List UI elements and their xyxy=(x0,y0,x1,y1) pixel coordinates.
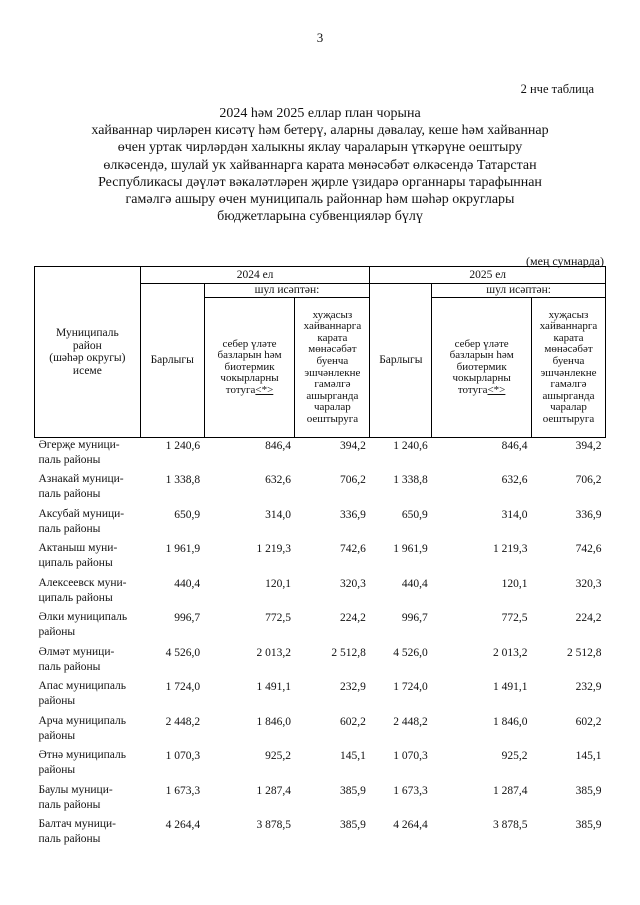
municipality-name: Азнакай муници- паль районы xyxy=(38,473,124,500)
table-row xyxy=(35,645,606,680)
cell-total-2024: 440,4 xyxy=(174,577,201,590)
cell-total-2025: 1 961,9 xyxy=(393,543,428,555)
cell-stray-animals-2024: 602,2 xyxy=(339,715,366,728)
cell-cattle-burial-2024: 314,0 xyxy=(265,508,291,521)
table-row xyxy=(35,541,606,576)
subvention-table xyxy=(34,266,606,852)
table-row xyxy=(35,783,606,818)
page-number: 3 xyxy=(316,30,324,45)
cell-stray-animals-2025: 742,6 xyxy=(575,543,602,555)
cell-cattle-burial-2025: 1 287,4 xyxy=(493,784,528,797)
footnote-link[interactable]: <*> xyxy=(255,383,274,396)
cell-stray-animals-2024: 320,3 xyxy=(339,577,366,590)
cell-total-2024: 1 070,3 xyxy=(165,750,201,762)
cell-cattle-burial-2025: 632,6 xyxy=(501,474,528,486)
header-municipality: Муниципаль район (шәһәр округы) исеме xyxy=(35,267,141,438)
cell-stray-animals-2025: 2 512,8 xyxy=(567,646,602,659)
cell-cattle-burial-2024: 772,5 xyxy=(265,612,291,624)
table-row xyxy=(35,438,606,473)
cell-cattle-burial-2025: 314,0 xyxy=(501,508,528,521)
cell-cattle-burial-2025: 3 878,5 xyxy=(493,819,528,831)
table-row xyxy=(35,817,606,852)
cell-cattle-burial-2025: 846,4 xyxy=(501,440,528,452)
cell-stray-animals-2025: 385,9 xyxy=(575,819,602,831)
cell-total-2024: 1 673,3 xyxy=(165,784,201,797)
cell-stray-animals-2024: 2 512,8 xyxy=(331,646,366,659)
cell-cattle-burial-2024: 1 491,1 xyxy=(256,681,291,693)
header-including-2025: шул исәптән: xyxy=(432,284,606,298)
cell-total-2024: 4 264,4 xyxy=(165,819,201,831)
cell-stray-animals-2024: 232,9 xyxy=(339,681,366,693)
cell-total-2025: 1 724,0 xyxy=(393,681,428,693)
cell-stray-animals-2025: 706,2 xyxy=(575,474,602,486)
header-total-2025: Барлыгы xyxy=(370,284,432,438)
title-line: 2024 һәм 2025 еллар план чорына xyxy=(219,106,421,121)
cell-cattle-burial-2024: 632,6 xyxy=(265,474,291,486)
table-row xyxy=(35,748,606,783)
cell-stray-animals-2025: 145,1 xyxy=(575,750,602,762)
cell-stray-animals-2025: 232,9 xyxy=(575,681,602,693)
cell-stray-animals-2024: 394,2 xyxy=(339,440,366,452)
table-label: 2 нче таблица xyxy=(520,82,594,96)
cell-stray-animals-2024: 224,2 xyxy=(339,612,366,624)
title-line: хайваннар чирләрен кисәтү һәм бетерү, аларны дәвалау, кеше һәм хайваннар xyxy=(91,123,549,139)
municipality-name: Баулы муници- паль районы xyxy=(38,783,113,811)
header-year-2025: 2025 ел xyxy=(370,267,606,284)
cell-total-2025: 2 448,2 xyxy=(393,715,428,728)
cell-total-2025: 1 240,6 xyxy=(393,440,428,452)
cell-stray-animals-2025: 602,2 xyxy=(575,715,602,728)
cell-total-2024: 2 448,2 xyxy=(165,715,201,728)
municipality-name: Аксубай муници- паль районы xyxy=(38,507,125,535)
cell-cattle-burial-2025: 1 219,3 xyxy=(493,543,528,555)
cell-total-2025: 650,9 xyxy=(401,508,428,521)
cell-total-2025: 1 673,3 xyxy=(393,784,428,797)
cell-total-2025: 1 338,8 xyxy=(393,474,428,486)
cell-total-2025: 1 070,3 xyxy=(393,750,428,762)
cell-total-2025: 996,7 xyxy=(401,612,428,624)
cell-total-2025: 440,4 xyxy=(401,577,428,590)
cell-cattle-burial-2025: 1 846,0 xyxy=(493,715,528,728)
municipality-name: Актаныш муни- ципаль районы xyxy=(38,542,118,569)
table-row xyxy=(35,507,606,542)
cell-stray-animals-2024: 385,9 xyxy=(339,819,366,831)
cell-cattle-burial-2024: 1 287,4 xyxy=(256,784,291,797)
cell-cattle-burial-2024: 846,4 xyxy=(265,440,291,452)
cell-total-2024: 650,9 xyxy=(174,508,201,521)
cell-cattle-burial-2025: 120,1 xyxy=(501,577,528,590)
cell-stray-animals-2024: 706,2 xyxy=(339,474,366,486)
units-note: (мең сумнарда) xyxy=(526,254,604,268)
header-stray-animals-2024: хуҗасыз хайваннарга карата мөнәсәбәт буенча эшчәнлекне гамәлгә ашырганда чаралар оештыруга xyxy=(295,298,370,438)
municipality-name: Апас муниципаль районы xyxy=(38,680,127,707)
cell-cattle-burial-2024: 120,1 xyxy=(265,577,291,590)
table-row xyxy=(35,714,606,749)
cell-cattle-burial-2025: 2 013,2 xyxy=(493,646,528,659)
table-header xyxy=(35,267,606,438)
cell-cattle-burial-2025: 772,5 xyxy=(501,612,528,624)
header-total-2024: Барлыгы xyxy=(140,284,204,438)
header-cattle-burial-2024: себер үләте базларын һәм биотермик чокырларны тотуга<*> xyxy=(204,298,295,438)
cell-stray-animals-2025: 394,2 xyxy=(575,440,602,452)
table-row xyxy=(35,610,606,645)
cell-total-2025: 4 264,4 xyxy=(393,819,428,831)
table-row xyxy=(35,679,606,714)
municipality-name: Алексеевск муни- ципаль районы xyxy=(38,576,127,604)
title-line: бюджетларына субвенцияләр бүлү xyxy=(217,209,423,225)
title-line: Республикасы дәүләт вәкаләтләрен җирле үзидарә органнары тарафыннан xyxy=(98,174,542,190)
title-line: өлкәсендә, шулай ук хайваннарга карата мөнәсәбәт өлкәсендә Татарстан xyxy=(103,157,537,173)
table-row xyxy=(35,472,606,507)
cell-stray-animals-2025: 320,3 xyxy=(575,577,602,590)
municipality-name: Әгерҗе муници- паль районы xyxy=(38,439,120,466)
municipality-name: Арча муниципаль районы xyxy=(38,714,127,742)
cell-total-2024: 1 240,6 xyxy=(165,440,201,452)
cell-total-2024: 4 526,0 xyxy=(165,646,201,659)
cell-cattle-burial-2024: 3 878,5 xyxy=(256,819,291,831)
header-stray-animals-2025: хуҗасыз хайваннарга карата мөнәсәбәт буенча эшчәнлекне гамәлгә ашырганда чаралар оештыруга xyxy=(532,298,606,438)
cell-stray-animals-2025: 336,9 xyxy=(575,508,602,521)
cell-total-2024: 996,7 xyxy=(174,612,201,624)
table-body xyxy=(35,438,606,852)
cell-stray-animals-2024: 336,9 xyxy=(339,508,366,521)
header-including-2024: шул исәптән: xyxy=(204,284,370,298)
cell-cattle-burial-2025: 925,2 xyxy=(501,750,528,762)
cell-stray-animals-2024: 742,6 xyxy=(339,543,366,555)
table-row xyxy=(35,576,606,611)
municipality-name: Әлки муниципаль районы xyxy=(38,611,128,638)
cell-stray-animals-2025: 224,2 xyxy=(575,612,602,624)
cell-total-2025: 4 526,0 xyxy=(393,646,428,659)
header-year-2024: 2024 ел xyxy=(140,267,370,284)
cell-cattle-burial-2024: 1 219,3 xyxy=(256,543,291,555)
municipality-name: Әтнә муниципаль районы xyxy=(38,749,126,776)
municipality-name: Балтач муници- паль районы xyxy=(38,818,116,845)
cell-cattle-burial-2024: 2 013,2 xyxy=(256,646,291,659)
cell-total-2024: 1 961,9 xyxy=(165,543,201,555)
cell-stray-animals-2024: 145,1 xyxy=(339,750,366,762)
cell-cattle-burial-2024: 925,2 xyxy=(265,750,291,762)
header-cattle-burial-2025: себер үләте базларын һәм биотермик чокырларны тотуга<*> xyxy=(432,298,532,438)
cell-total-2024: 1 724,0 xyxy=(165,681,201,693)
cell-stray-animals-2024: 385,9 xyxy=(339,784,366,797)
document-title xyxy=(60,105,580,225)
cell-total-2024: 1 338,8 xyxy=(165,474,201,486)
cell-stray-animals-2025: 385,9 xyxy=(575,784,602,797)
title-line: өчен уртак чирләрдән халыкны яклау чараларын үткәрүне оештыру xyxy=(117,140,523,156)
footnote-link[interactable]: <*> xyxy=(487,383,506,396)
cell-cattle-burial-2025: 1 491,1 xyxy=(493,681,528,693)
municipality-name: Әлмәт муници- паль районы xyxy=(38,645,115,673)
title-line: гамәлгә ашыру өчен муниципаль районнар һәм шәһәр округлары xyxy=(125,192,515,208)
cell-cattle-burial-2024: 1 846,0 xyxy=(256,715,291,728)
